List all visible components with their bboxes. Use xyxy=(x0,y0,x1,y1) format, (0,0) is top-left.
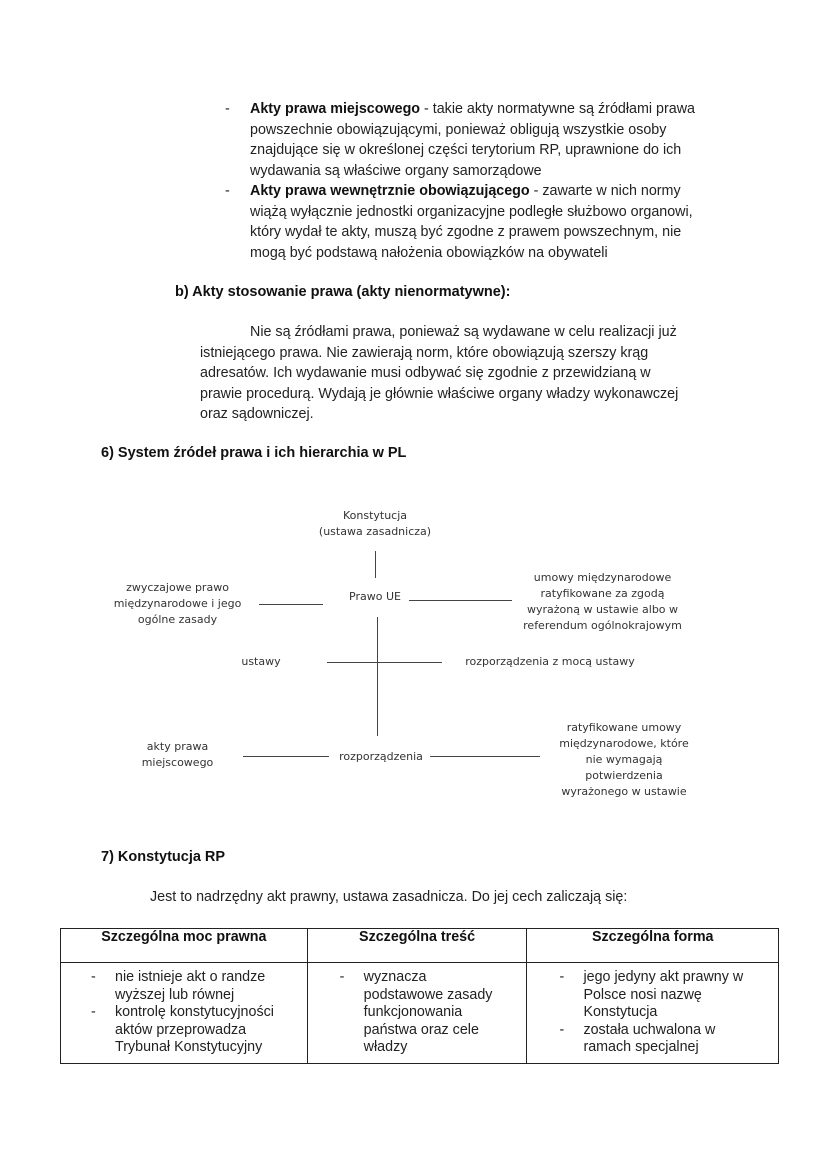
node-rozporzadzenia: rozporządzenia xyxy=(339,750,423,763)
para-line: prawie procedurą. Wydają je głównie właściwe organy władzy wykonawczej xyxy=(200,385,679,402)
list-item: - jego jedyny akt prawny w Polsce nosi nazwę Konstytucja xyxy=(559,969,744,1020)
connector-line xyxy=(377,617,378,736)
constitution-table xyxy=(60,928,779,1064)
bullet-bold: Akty prawa wewnętrznie obowiązującego xyxy=(250,183,530,199)
bullet-akty-miejscowe xyxy=(225,99,770,181)
node-rozporzadzenia-moc: rozporządzenia z mocą ustawy xyxy=(465,655,635,668)
connector-line xyxy=(243,756,329,757)
bullet-dash: - xyxy=(225,183,230,199)
table-header-row xyxy=(61,929,779,963)
section-6-heading: 6) System źródeł prawa i ich hierarchia w PL xyxy=(101,445,407,461)
para-line: oraz sądowniczej. xyxy=(200,406,314,423)
para-line: Nie są źródłami prawa, ponieważ są wydawane w celu realizacji już xyxy=(250,324,677,340)
table-header: Szczególna forma xyxy=(527,929,779,963)
section-b-heading: b) Akty stosowanie prawa (akty nienormatywne): xyxy=(175,284,511,300)
node-zwyczajowe: zwyczajowe prawo międzynarodowe i jego ogólne zasady xyxy=(113,581,242,626)
node-prawo-ue: Prawo UE xyxy=(349,590,401,603)
connector-line xyxy=(259,604,323,605)
table-header: Szczególna treść xyxy=(307,929,527,963)
bullet-text: - takie akty normatywne są źródłami prawa xyxy=(420,101,695,117)
list-item: - kontrolę konstytucyjności aktów przeprowadza Trybunał Konstytucyjny xyxy=(91,1004,274,1055)
bullet-text: powszechnie obowiązującymi, ponieważ obligują wszystkie osoby xyxy=(250,121,667,138)
connector-line xyxy=(375,551,376,578)
table-cell xyxy=(61,963,308,1064)
connector-line xyxy=(430,756,540,757)
table-header: Szczególna moc prawna xyxy=(61,929,308,963)
section-b-paragraph xyxy=(200,322,760,425)
bullet-text: wydawania są właściwe organy samorządowe xyxy=(250,162,542,179)
bullet-text: wiążą wyłącznie jednostki organizacyjne podległe służbowo organowi, xyxy=(250,203,693,220)
bullet-text: znajdujące się w określonej części terytorium RP, uprawnione do ich xyxy=(250,142,682,159)
para-line: istniejącego prawa. Nie zawierają norm, które obowiązują szerszy krąg xyxy=(200,344,649,361)
table-cell xyxy=(307,963,527,1064)
list-item: - wyznacza podstawowe zasady funkcjonowania państwa oraz cele władzy xyxy=(339,969,493,1055)
node-konstytucja: Konstytucja (ustawa zasadnicza) xyxy=(318,509,432,538)
para-line: adresatów. Ich wydawanie musi odbywać się zgodnie z przewidzianą w xyxy=(200,365,651,382)
bullet-text: - zawarte w nich normy xyxy=(529,183,681,199)
node-ustawy: ustawy xyxy=(241,655,281,668)
node-ratyfikowane: ratyfikowane umowy międzynarodowe, które nie wymagają potwierdzenia wyrażonego w ustawie xyxy=(559,721,689,798)
bullet-dash: - xyxy=(225,101,230,117)
list-item: - nie istnieje akt o randze wyższej lub równej xyxy=(91,969,266,1003)
bullet-bold: Akty prawa miejscowego xyxy=(250,101,421,117)
connector-line xyxy=(327,662,442,663)
bullet-text: mogą być podstawą nałożenia obowiązków na obywateli xyxy=(250,244,608,261)
bullet-text: który wydał te akty, muszą być zgodne z prawem powszechnym, nie xyxy=(250,224,682,241)
list-item: - została uchwalona w ramach specjalnej xyxy=(559,1021,716,1055)
node-akty-miejscowe: akty prawa miejscowego xyxy=(141,740,214,769)
section-7-intro: Jest to nadrzędny akt prawny, ustawa zasadnicza. Do jej cech zaliczają się: xyxy=(150,889,628,905)
table-row xyxy=(61,963,779,1064)
bullet-akty-wewnetrzne xyxy=(225,181,770,263)
node-umowy: umowy międzynarodowe ratyfikowane za zgodą wyrażoną w ustawie albo w referendum ogólnokrajowym xyxy=(523,571,682,632)
connector-line xyxy=(409,600,512,601)
section-7-heading: 7) Konstytucja RP xyxy=(101,849,226,865)
table-cell xyxy=(527,963,779,1064)
